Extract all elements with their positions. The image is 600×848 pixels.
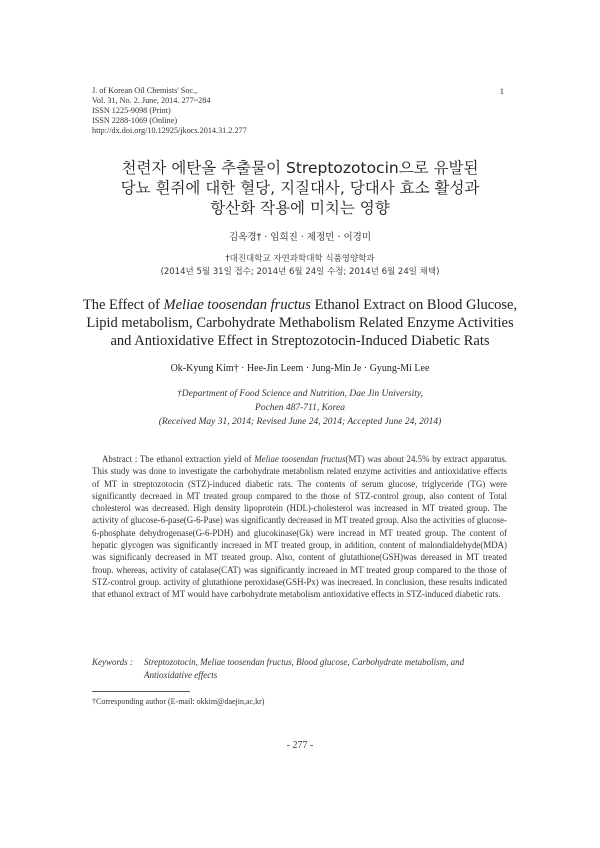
english-title-pre: The Effect of (82, 297, 164, 313)
korean-title-line1: 천련자 에탄올 추출물이 Streptozotocin으로 유발된 (121, 159, 479, 177)
abstract (92, 453, 507, 601)
keywords-label: Keywords : (92, 657, 133, 667)
english-affiliation-line1: †Department of Food Science and Nutrition, Dae Jin University, (177, 389, 423, 399)
doi-link[interactable]: http://dx.doi.org/10.12925/jkocs.2014.31.2.277 (92, 126, 247, 135)
korean-authors: 김옥경† · 임희진 · 제정민 · 이경미 (228, 232, 372, 243)
english-title-line3: and Antioxidative Effect in Streptozotocin-Induced Diabetic Rats (110, 333, 490, 349)
journal-info (92, 86, 247, 136)
abstract-text-pre: The ethanol extraction yield of (139, 454, 255, 464)
korean-title-line2: 당뇨 흰쥐에 대한 혈당, 지질대사, 당대사 효소 활성과 (120, 179, 480, 197)
journal-volume: Vol. 31, No. 2. June, 2014. 277~284 (92, 96, 211, 105)
issn-online: ISSN 2288-1069 (Online) (92, 116, 178, 125)
journal-name: J. of Korean Oil Chemists' Soc., (92, 86, 198, 95)
korean-title (60, 158, 540, 218)
english-title-post: Ethanol Extract on Blood Glucose, (310, 297, 518, 313)
abstract-text-post: (MT) was about 24.5% by extract apparatus. This study was done to investigate the carbohydrate metabolism related enzyme activities and antioxidative effects of MT in streptozotocin (STZ)-induced diabetic rats. The contents of serum glucose, triglyceride (TG) were significantly decreaed in MT treated group compared to the those of STZ-control group, also content of Total cholesterol was decreased. High density lipoprotein (HDL)-cholesterol was increased in MT treated group. The activity of glucose-6-pase(G-6-Pase) was significantly decreased in MT treated group. Also the activities of glucose-6-phosphate dehydrogenase(G-6-PDH) and glucokinase(Gk) were incread in MT treated group. The content of hepatic glycogen was significantly increaed in MT treated group, in addition, content of malondialdehyde(MDA) was significanly decreased in MT treated group. Also, content of glutathione(GSH)was dereased in MT treated froup. whereas, activity of catalase(CAT) was significantly increaed in MT treated group compared to the those of STZ-control group. activity of glutathione peroxidase(GSH-Px) was inecreaed. In conclusion, these results indicated that ethanol extract of MT would have carbohydrate metabolism antioxidative effects in STZ-induced diabetic rats. (92, 454, 507, 600)
keywords (92, 656, 512, 682)
bottom-page-number: - 277 - (286, 740, 314, 751)
english-title (60, 296, 540, 350)
english-affiliation-block (60, 387, 540, 429)
korean-affiliation: †대진대학교 자연과학대학 식품영양학과 (225, 254, 375, 264)
english-affiliation-line2: Pochen 487-711, Korea (255, 403, 345, 413)
korean-affiliation-block (60, 253, 540, 279)
keywords-line2: Antioxidative effects (144, 670, 218, 680)
english-dates: (Received May 31, 2014; Revised June 24, 2014; Accepted June 24, 2014) (158, 417, 442, 427)
page-number: 1 (499, 86, 504, 96)
keywords-row (92, 656, 512, 669)
issn-print: ISSN 1225-9098 (Print) (92, 106, 171, 115)
english-title-line2: Lipid metabolism, Carbohydrate Methabolism Related Enzyme Activities (86, 315, 514, 331)
corresponding-author-footnote: †Corresponding author (E-mail: okkim@daejin,ac,kr) (92, 697, 265, 706)
footnote-divider (92, 691, 190, 692)
korean-title-line3: 항산화 작용에 미치는 영향 (210, 199, 390, 217)
abstract-species: Meliae toosendan fructus (254, 454, 346, 464)
english-authors: Ok-Kyung Kim† · Hee-Jin Leem · Jung-Min Je · Gyung-Mi Lee (170, 363, 430, 374)
abstract-label: Abstract : (102, 454, 140, 464)
keywords-line1: Streptozotocin, Meliae toosendan fructus, Blood glucose, Carbohydrate metabolism, and (144, 657, 465, 667)
korean-dates: (2014년 5월 31일 접수; 2014년 6월 24일 수정; 2014년 6월 24일 채택) (160, 267, 440, 277)
english-title-species: Meliae toosendan fructus (163, 297, 311, 313)
english-title-line1 (60, 296, 540, 314)
